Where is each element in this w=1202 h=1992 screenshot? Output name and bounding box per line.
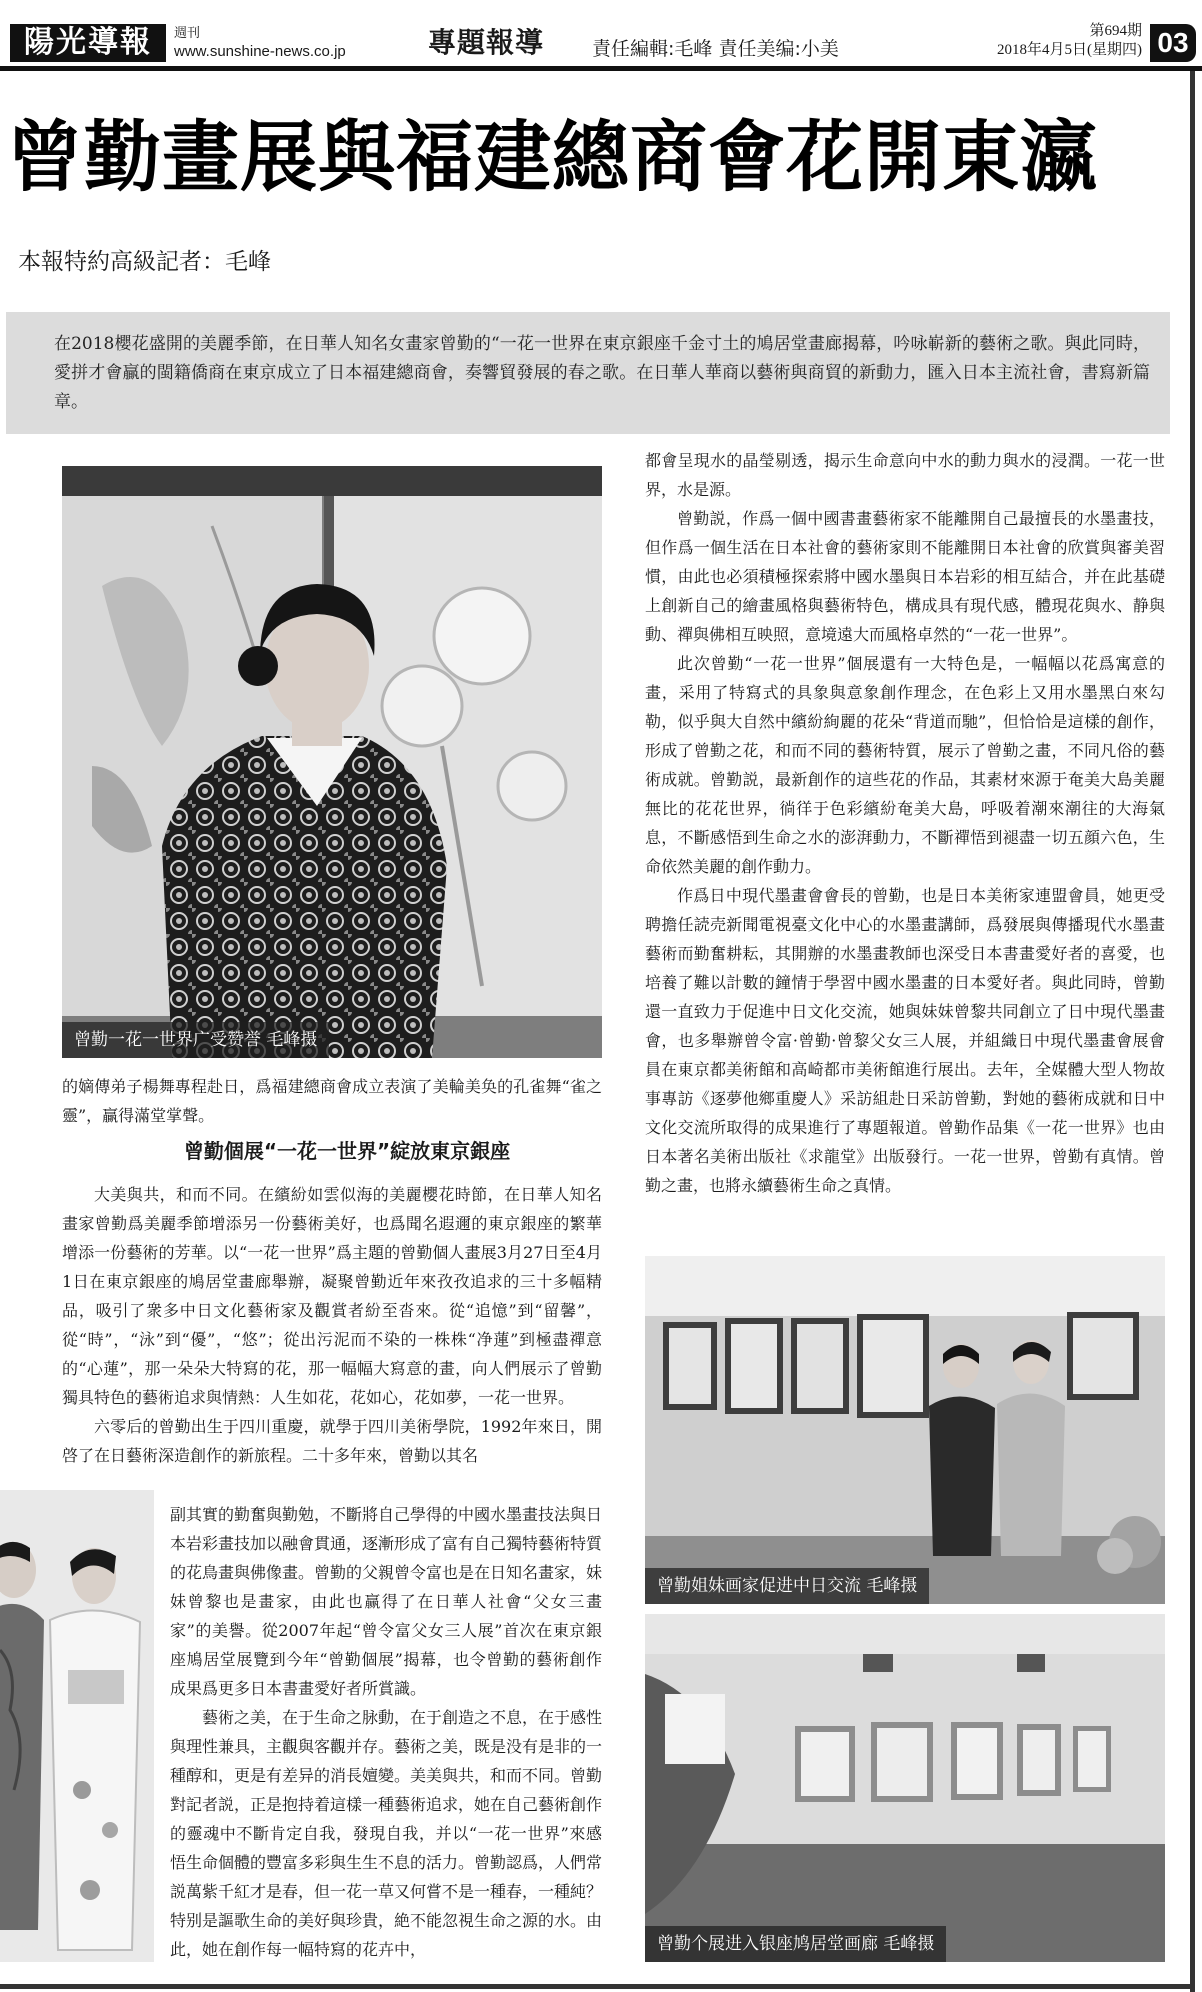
col1-lower-text [170,1500,602,1964]
dancers-illustration [0,1490,154,1962]
website-url: www.sunshine-news.co.jp [174,43,346,60]
paragraph-water: 都會呈現水的晶瑩剔透，揭示生命意向中水的動力與水的浸潤。一花一世界，水是源。 [645,451,1165,499]
issue-info [997,22,1142,60]
page-number: 03 [1150,24,1196,62]
newspaper-logo: 陽光導報 [10,24,166,62]
col2-text [645,446,1165,1200]
paragraph-biography: 六零后的曾勤出生于四川重慶，就學于四川美術學院，1992年來日，開啓了在日藝術深造創作的新旅程。二十多年來，曾勤以其名 [62,1417,602,1465]
publication-info [174,24,346,62]
paragraph-biography-cont: 副其實的勤奮與勤勉，不斷將自己學得的中國水墨畫技法與日本岩彩畫技加以融會貫通，逐漸形成了富有自己獨特藝術特質的花鳥畫與佛像畫。曾勤的父親曾令富也是在日知名畫家，妹妹曾黎也是畫家，由此也赢得了在日華人社會“父女三畫家”的美譽。從2007年起“曾令富父女三人展”首次在東京銀座鳩居堂展覽到今年“曾勤個展”揭幕，也令曾勤的藝術創作成果爲更多日本書畫愛好者所賞識。 [170,1505,603,1698]
sisters-photo [645,1256,1165,1604]
publication-frequency: 週刊 [174,25,201,40]
subhead: 曾勤個展“一花一世界”綻放東京銀座 [183,1139,511,1163]
col1-top-text [62,1072,602,1130]
masthead-rule [0,66,1202,71]
paragraph-exhibition-feature: 此次曾勤“一花一世界”個展還有一大特色是，一幅幅以花爲寓意的畫，采用了特寫式的具象與意象創作理念，在色彩上又用水墨黑白來勾勒，似乎與大自然中繽紛絢麗的花朵“背道而馳”，但恰恰是這樣的創作，形成了曾勤之花，和而不同的藝術特質，展示了曾勤之畫，不同凡俗的藝術成就。曾勤説，最新創作的這些花的作品，其素材來源于奄美大島美麗無比的花花世界，徜徉于色彩繽紛奄美大島，呼吸着潮來潮往的大海氣息，不斷感悟到生命之水的澎湃動力，不斷禪悟到褪盡一切五顔六色，生命依然美麗的創作動力。 [645,654,1165,876]
gallery-caption: 曾勤个展进入银座鸠居堂画廊 毛峰摄 [645,1926,946,1962]
issue-number: 第694期 [1089,23,1142,39]
headline: 曾勤畫展與福建總商會花開東瀛 [6,113,1098,203]
paragraph-technique: 曾勤説，作爲一個中國書畫藝術家不能離開自己最擅長的水墨畫技，但作爲一個生活在日本社會的藝術家則不能離開日本社會的欣賞與審美習慣，由此也必須積極探索將中國水墨與日本岩彩的相互結合，并在此基礎上創新自己的繪畫風格與藝術特色，構成具有現代感，體現花與水、静與動、禪與佛相互映照，意境遠大而風格卓然的“一花一世界”。 [645,509,1165,644]
masthead [0,0,1202,66]
portrait-illustration [62,466,602,1058]
sisters-caption: 曾勤姐妹画家促进中日交流 毛峰摄 [645,1568,929,1604]
portrait-caption: 曾勤一花一世界广受赞誉 毛峰摄 [62,1022,329,1058]
page-frame-right [1190,71,1195,1992]
dancers-photo [0,1490,154,1962]
lead-paragraph: 在2018櫻花盛開的美麗季節，在日華人知名女畫家曾勤的“一花一世界在東京銀座千金寸土的鳩居堂畫廊揭幕，吟咏嶄新的藝術之歌。與此同時，愛拼才會贏的閩籍僑商在東京成立了日本福建總商會，奏響貿發展的春之歌。在日華人華商以藝術與商貿的新動力，匯入日本主流社會，書寫新篇章。 [54,334,1150,412]
paragraph-art-beauty: 藝術之美，在于生命之脉動，在于創造之不息，在于感性與理性兼具，主觀與客觀并存。藝術之美，既是没有是非的一種醇和，更是有差异的消長嬗變。美美與共，和而不同。曾勤對記者説，正是抱持着這樣一種藝術追求，她在自己藝術創作的靈魂中不斷肯定自我，發現自我，并以“一花一世界”來感悟生命個體的豐富多彩與生生不息的活力。曾勤認爲，人們常説萬紫千紅才是春，但一花一草又何嘗不是一種春，一種純？特别是謳歌生命的美好與珍貴，絶不能忽視生命之源的水。由此，她在創作每一幅特寫的花卉中， [170,1708,603,1959]
byline: 本報特約高級記者：毛峰 [18,249,271,275]
editor-credits: 責任編輯:毛峰 責任美编:小美 [592,38,839,60]
gallery-illustration [645,1614,1165,1962]
portrait-photo [62,466,602,1058]
paragraph-peacock-dance: 的嫡傳弟子楊舞專程赴日，爲福建總商會成立表演了美輪美奂的孔雀舞“雀之靈”，贏得滿堂掌聲。 [62,1077,602,1125]
sisters-illustration [645,1256,1165,1604]
col1-body-text [62,1180,602,1470]
gallery-photo [645,1614,1165,1962]
paragraph-beauty: 大美與共，和而不同。在繽紛如雲似海的美麗櫻花時節，在日華人知名畫家曾勤爲美麗季節增添另一份藝術美好，也爲聞名遐邇的東京銀座的繁華增添一份藝術的芳華。以“一花一世界”爲主題的曾勤個人畫展3月27日至4月1日在東京銀座的鳩居堂畫廊舉辦，凝聚曾勤近年來孜孜追求的三十多幅精品，吸引了衆多中日文化藝術家及觀賞者紛至沓來。從“追憶”到“留馨”，從“時”，“泳”到“優”，“悠”；從出污泥而不染的一株株“净蓮”到極盡禪意的“心蓮”，那一朵朵大特寫的花，那一幅幅大寫意的畫，向人們展示了曾勤獨具特色的藝術追求與情熱：人生如花，花如心，花如夢，一花一世界。 [62,1185,602,1407]
lead-box [6,312,1170,434]
issue-date: 2018年4月5日(星期四) [997,42,1142,58]
page-frame-bottom [0,1984,1195,1989]
paragraph-exchange: 作爲日中現代墨畫會會長的曾勤，也是日本美術家連盟會員，她更受聘擔任読売新聞電視臺文化中心的水墨畫講師，爲發展與傳播現代水墨畫藝術而勤奮耕耘，其開辦的水墨畫教師也深受日本書畫愛好者的喜愛，也培養了難以計數的鐘情于學習中國水墨畫的日本愛好者。與此同時，曾勤還一直致力于促進中日文化交流，她與妹妹曾黎共同創立了日中現代墨畫會，也多舉辦曾令富·曾勤·曾黎父女三人展，并組織日中現代墨畫會展會員在東京都美術館和高崎都市美術館進行展出。去年，全媒體大型人物故事專訪《逐夢他鄉重慶人》采訪組赴日采訪曾勤，對她的藝術成就和日中文化交流所取得的成果進行了專題報道。曾勤作品集《一花一世界》也由日本著名美術出版社《求龍堂》出版發行。一花一世界，曾勤有真情。曾勤之畫，也將永續藝術生命之真情。 [645,886,1165,1195]
section-title: 專題報導 [428,26,545,59]
